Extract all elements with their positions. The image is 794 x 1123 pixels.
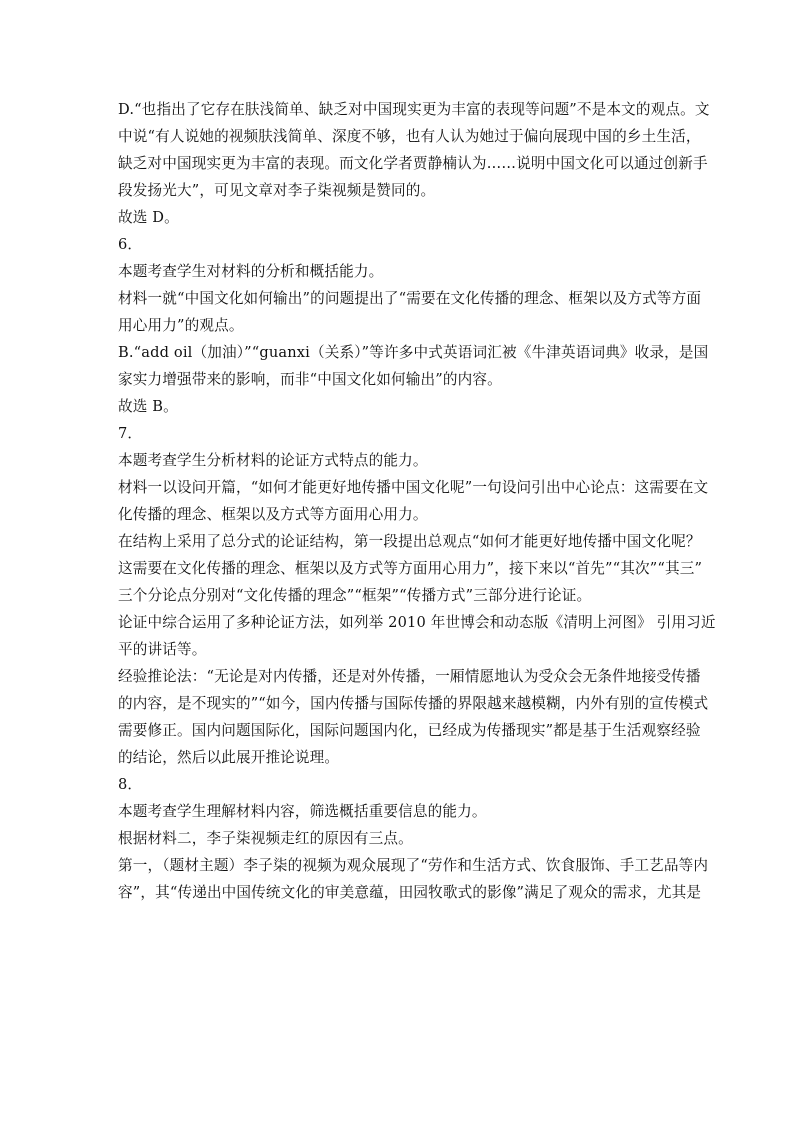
text-line: 容”，其“传递出中国传统文化的审美意蕴，田园牧歌式的影像”满足了观众的需求，尤其是 [118,884,702,901]
paragraph-q6-material [118,285,702,339]
text-line: 论证中综合运用了多种论证方法，如列举 2010 年世博会和动态版《清明上河图》 引用习近 [118,614,716,631]
text-line: 7． [118,425,143,442]
paragraph-q6-option-b [118,339,709,393]
text-line: 根据材料二，李子柒视频走红的原因有三点。 [118,830,413,847]
text-line: 这需要在文化传播的理念、框架以及方式等方面用心用力”，接下来以“首先”“其次”“其三” [118,560,703,577]
paragraph-q6-intro [118,258,678,285]
paragraph-answer-6 [118,393,678,420]
paragraph-q7-experience [118,663,709,771]
text-line: 平的讲话等。 [118,641,207,658]
text-line: 故选 B。 [118,398,178,415]
paragraph-q8-first [118,852,709,906]
text-line: 缺乏对中国现实更为丰富的表现。而文化学者贾静楠认为……说明中国文化可以通过创新手 [118,155,708,172]
text-line: 第一，（题材主题）李子柒的视频为观众展现了“劳作和生活方式、饮食服饰、手工艺品等内 [118,857,709,874]
text-line: 段发扬光大”，可见文章对李子柒视频是赞同的。 [118,182,436,199]
paragraph-q7-methods [118,609,716,663]
text-line: 家实力增强带来的影响，而非“中国文化如何输出”的内容。 [118,371,502,388]
paragraph-option-d-explanation [118,96,710,204]
paragraph-q7-intro [118,447,678,474]
question-8-number [118,771,678,798]
text-line: 的内容，是不现实的”“如今，国内传播与国际传播的界限越来越模糊，内外有别的宣传模式 [118,695,709,712]
text-line: 的结论，然后以此展开推论说理。 [118,749,340,766]
text-line: D.“也指出了它存在肤浅简单、缺乏对中国现实更为丰富的表现等问题”不是本文的观点。文 [118,101,710,118]
question-7-number [118,420,678,447]
text-line: 用心用力”的观点。 [118,317,244,334]
text-line: 本题考查学生对材料的分析和概括能力。 [118,263,384,280]
text-line: 需要修正。国内问题国际化，国际问题国内化，已经成为传播现实”都是基于生活观察经验 [118,722,701,739]
text-line: 化传播的理念、框架以及方式等方面用心用力。 [118,506,428,523]
paragraph-q7-opening [118,474,709,528]
text-line: 6． [118,236,143,253]
paragraph-q8-intro [118,798,678,825]
text-line: 在结构上采用了总分式的论证结构，第一段提出总观点“如何才能更好地传播中国文化呢？ [118,533,701,550]
text-line: 故选 D。 [118,209,179,226]
text-line: 中说“有人说她的视频肤浅简单、深度不够，也有人认为她过于偏向展现中国的乡土生活， [118,128,701,145]
text-line: 材料一以设问开篇，“如何才能更好地传播中国文化呢”一句设问引出中心论点：这需要在文 [118,479,709,496]
paragraph-answer-5 [118,204,678,231]
question-6-number [118,231,678,258]
text-line: 8． [118,776,143,793]
answer-document [118,96,716,906]
paragraph-q7-structure [118,528,703,609]
text-line: 经验推论法：“无论是对内传播，还是对外传播，一厢情愿地认为受众会无条件地接受传播 [118,668,701,685]
paragraph-q8-reasons [118,825,678,852]
text-line: 本题考查学生理解材料内容，筛选概括重要信息的能力。 [118,803,487,820]
text-line: 本题考查学生分析材料的论证方式特点的能力。 [118,452,428,469]
text-line: B.“add oil（加油）”“guanxi（关系）”等许多中式英语词汇被《牛津英语词典》收录，是国 [118,344,709,361]
text-line: 三个分论点分别对“文化传播的理念”“框架”“传播方式”三部分进行论证。 [118,587,592,604]
text-line: 材料一就“中国文化如何输出”的问题提出了“需要在文化传播的理念、框架以及方式等方面 [118,290,702,307]
